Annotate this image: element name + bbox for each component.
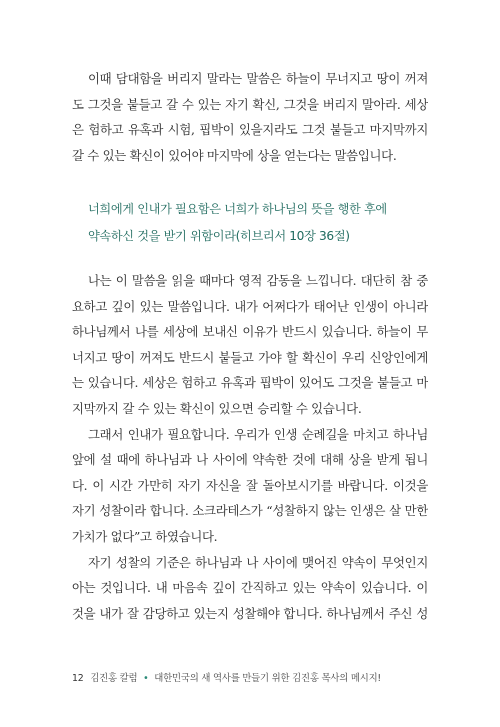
text-line: 자기 성찰이라 합니다. 소크라테스가 “성찰하지 않는 인생은 살 만한 [72, 503, 428, 519]
quote-line: 너희에게 인내가 필요함은 너희가 하나님의 뜻을 행한 후에 [88, 202, 387, 216]
text-line: 요하고 깊이 있는 말씀입니다. 내가 어쩌다가 태어난 인생이 아니라 [72, 298, 428, 314]
book-title: 김진홍 칼럼 [90, 673, 138, 684]
text-line: 나는 이 말씀을 읽을 때마다 영적 감동을 느낍니다. 대단히 참 중 [88, 273, 428, 288]
text-line: 가치가 없다”고 하였습니다. [72, 528, 218, 544]
paragraph-2 [72, 268, 428, 422]
quote-line: 약속하신 것을 받기 위함이라(히브리서 10장 36절) [88, 229, 350, 243]
text-line: 자기 성찰의 기준은 하나님과 나 사이에 맺어진 약속이 무엇인지 [88, 554, 428, 570]
paragraph-4 [72, 550, 428, 627]
text-line: 는 있습니다. 세상은 험하고 유혹과 핍박이 있어도 그것을 붙들고 마 [72, 375, 428, 391]
page-number: 12 [72, 673, 84, 684]
text-line: 지막까지 갈 수 있는 확신이 있으면 승리할 수 있습니다. [72, 400, 362, 416]
scripture-quote [88, 196, 418, 250]
text-line: 하나님께서 나를 세상에 보내신 이유가 반드시 있습니다. 하늘이 무 [72, 324, 428, 340]
text-line: 그래서 인내가 필요합니다. 우리가 인생 순례길을 마치고 하나님 [88, 426, 428, 442]
text-line: 은 험하고 유혹과 시험, 핍박이 있을지라도 그것 붙들고 마지막까지 [72, 122, 428, 138]
page-footer [72, 670, 381, 684]
text-line: 것을 내가 잘 감당하고 있는지 성찰해야 합니다. 하나님께서 주신 성 [72, 605, 428, 621]
text-line: 이때 담대함을 버리지 말라는 말씀은 하늘이 무너지고 땅이 꺼져 [88, 71, 428, 86]
bullet-separator: • [143, 673, 149, 684]
text-line: 아는 것입니다. 내 마음속 깊이 간직하고 있는 약속이 있습니다. 이 [72, 580, 428, 596]
text-line: 너지고 땅이 꺼져도 반드시 붙들고 가야 할 확신이 우리 신앙인에게 [72, 349, 428, 365]
text-line: 앞에 설 때에 하나님과 나 사이에 약속한 것에 대해 상을 받게 됩니 [72, 452, 428, 468]
text-line: 다. 이 시간 가만히 자기 자신을 잘 돌아보시기를 바랍니다. 이것을 [72, 477, 428, 493]
text-line: 도 그것을 붙들고 갈 수 있는 자기 확신, 그것을 버리지 말아라. 세상 [72, 96, 428, 112]
paragraph-1 [72, 66, 428, 168]
book-subtitle: 대한민국의 새 역사를 만들기 위한 김진홍 목사의 메시지! [154, 673, 381, 684]
paragraph-3 [72, 422, 428, 550]
text-line: 갈 수 있는 확신이 있어야 마지막에 상을 얻는다는 말씀입니다. [72, 147, 397, 163]
